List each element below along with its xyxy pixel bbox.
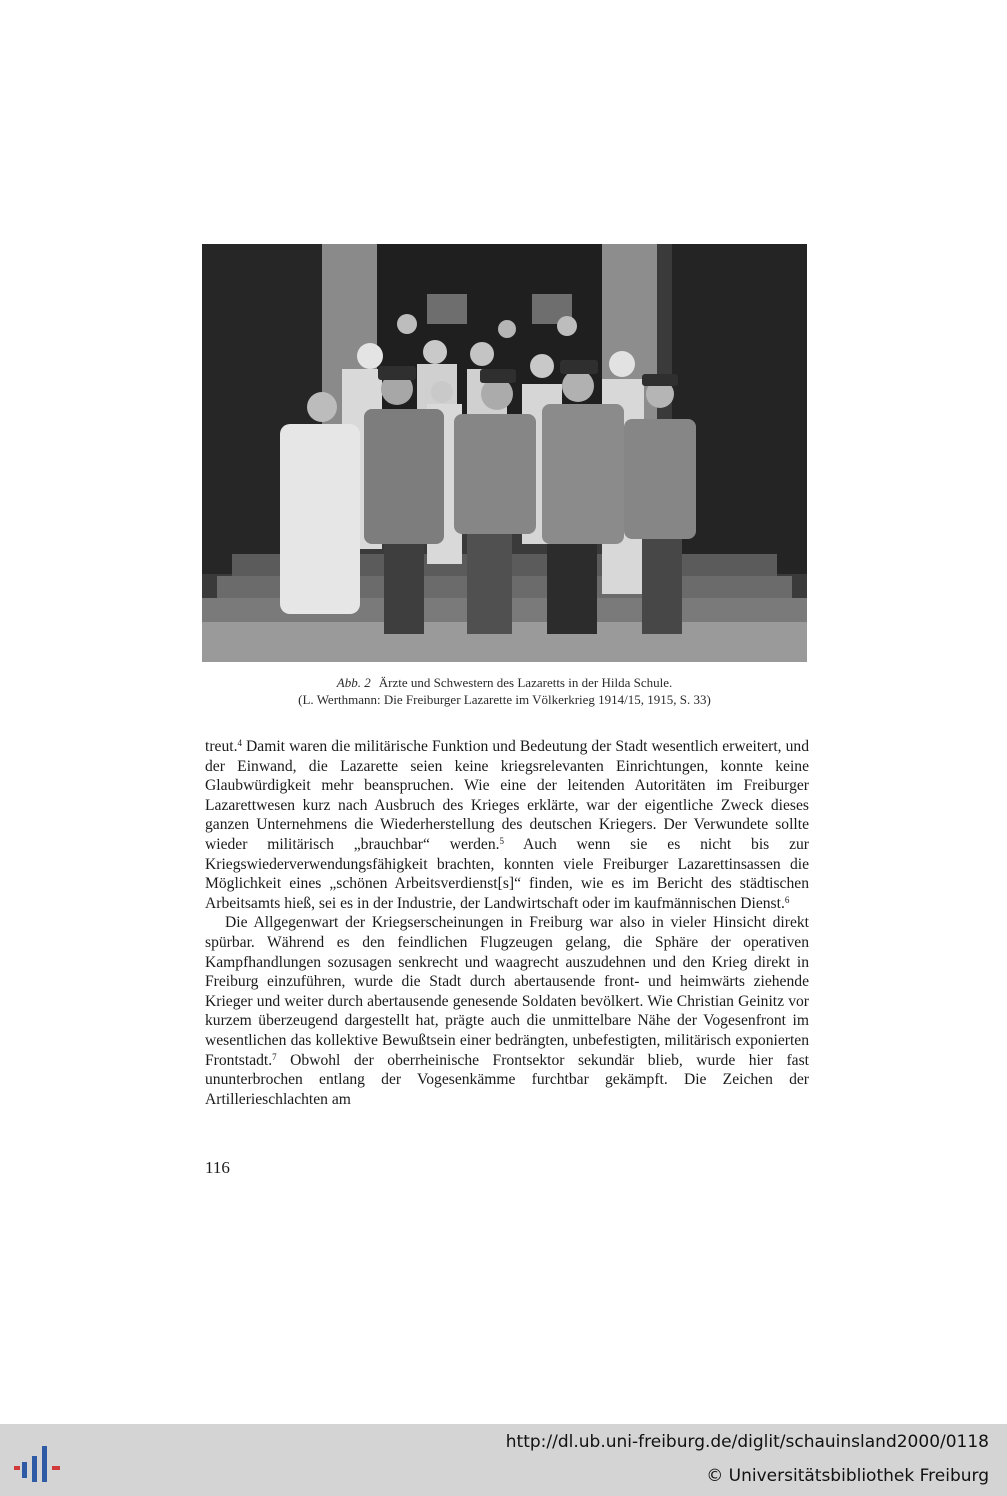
text-span: Damit waren die militärische Funktion und Bedeutung der Stadt wesentlich erweitert, und der Einwand, die Lazarette seien keine kriegsrelevanten Einrichtungen, konnte keine Glaubwürdigkeit mehr beanspruchen. Wie eine der leitenden Autoritäten im Freiburger Lazarettwesen kurz nach Ausbruch des Krieges erklärte, war der eigentliche Zweck dieses ganzen Unternehmens die Wiederherstellung des deutschen Kriegers. Der Verwundete sollte wieder militärisch „brauchbar“ werden. [205,738,809,853]
footer-bar [0,1424,1007,1496]
footnote-ref: 5 [499,835,505,846]
paragraph [205,913,809,1109]
text-span: Obwohl der oberrheinische Frontsektor sekundär blieb, wurde hier fast ununterbrochen entlang der Vogesenkämme furchtbar gekämpft. Die Zeichen der Artillerieschlachten am [205,1051,809,1108]
permalink-url[interactable]: http://dl.ub.uni-freiburg.de/diglit/schauinsland2000/0118 [505,1432,989,1452]
footnote-ref: 4 [237,738,242,748]
figure-caption [202,674,807,708]
copyright-notice: © Universitätsbibliothek Freiburg [706,1466,989,1486]
page-number: 116 [205,1158,230,1177]
text-span: treut. [205,738,238,755]
figure-label: Abb. 2 [336,675,371,690]
figure-photo [202,244,807,662]
caption-title: Ärzte und Schwestern des Lazaretts in der Hilda Schule. [378,675,673,690]
caption-line [202,674,807,691]
footnote-ref: 6 [784,894,790,905]
paragraph [205,737,809,913]
library-logo-icon [12,1436,64,1486]
caption-source: (L. Werthmann: Die Freiburger Lazarette im Völkerkrieg 1914/15, 1915, S. 33) [298,692,711,707]
footnote-ref: 7 [272,1051,277,1062]
text-span: Die Allgegenwart der Kriegserscheinungen in Freiburg war also in vieler Hinsicht direkt spürbar. Während es den feindlichen Flugzeugen gelang, die Sphäre der operativen Kampfhandlungen sozusagen senkrecht und waagrecht auszudehnen und den Krieg direkt in Freiburg einzuführen, wurde die Stadt durch abertausende front- und heimwärts ziehende Krieger und weiter durch abertausende genesende Soldaten bevölkert. Wie Christian Geinitz vor kurzem überzeugend dargestellt hat, prägte auch die unmittelbare Nähe der Vogesenfront im wesentlichen das kollektive Bewußtsein einer bedrängten, unbefestigten, militärisch exponierten Frontstadt. [205,914,809,1069]
text-span: Auch wenn sie es nicht bis zur Kriegswiederverwendungsfähigkeit brachten, konnten viele Freiburger Lazarettinsassen die Möglichkeit eines „schönen Arbeitsverdienst[s]“ finden, wie es im Bericht des städtischen Arbeitsamts hieß, sei es in der Industrie, der Landwirtschaft oder im kaufmännischen Dienst. [205,835,809,912]
body-text [205,737,809,1109]
